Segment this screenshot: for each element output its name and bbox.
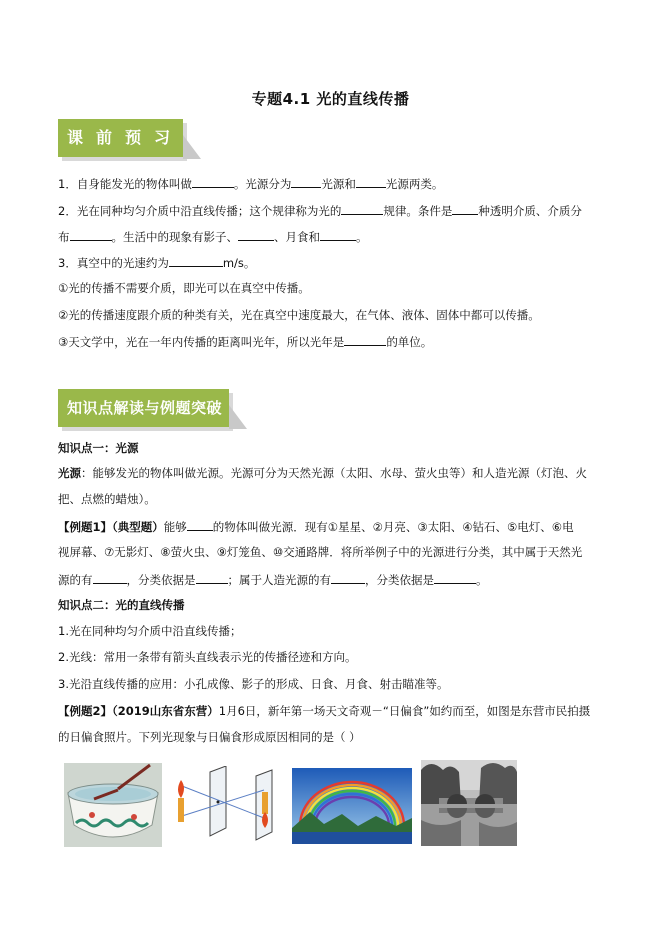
text: ，分类依据是: [126, 573, 196, 587]
blank: [341, 203, 383, 215]
text: 3．真空中的光速约为: [58, 256, 169, 270]
text: 。: [476, 573, 488, 587]
text: 1．自身能发光的物体叫做: [58, 177, 192, 191]
text: 能够: [163, 520, 187, 534]
example-1-line-2: 视屏幕、⑦无影灯、⑧萤火虫、⑨灯笼鱼、⑩交通路牌．将所举例子中的光源进行分类，其中属于天然光: [58, 545, 583, 559]
blank: [291, 176, 321, 188]
banner-fold: [183, 135, 201, 159]
text: ：能够发光的物体叫做光源。光源可分为天然光源（太阳、水母、萤火虫等）和人造光源（灯泡、火: [81, 466, 587, 480]
blank: [344, 334, 386, 346]
example-tag: 【例题2】（2019山东省东营）: [58, 704, 219, 718]
blank: [452, 203, 478, 215]
text: m/s。: [222, 256, 256, 270]
blank: [434, 572, 476, 584]
text: 1月6日，新年第一场天文奇观－“日偏食”如约而至，如图是东营市民拍摄: [218, 704, 591, 718]
text: 光源和: [321, 177, 356, 191]
text: 的物体叫做光源．现有①星星、②月亮、③太阳、④钻石、⑤电灯、⑥电: [212, 520, 574, 534]
blank: [70, 229, 112, 241]
text: 的单位。: [386, 335, 433, 349]
preview-line-7: [58, 334, 432, 349]
blank: [192, 176, 234, 188]
text: 2．光在同种均匀介质中沿直线传播；这个规律称为光的: [58, 204, 342, 218]
bridge-reflection-image: [421, 760, 517, 846]
example-1-line-1: [58, 519, 574, 534]
text: 。: [356, 230, 368, 244]
page-title: 专题4.1 光的直线传播: [251, 90, 410, 108]
preview-line-5: ①光的传播不需要介质，即光可以在真空中传播。: [58, 281, 310, 295]
knowledge-heading-1: 知识点一：光源: [58, 441, 139, 455]
text: ，分类依据是: [365, 573, 434, 587]
example-2-line-1: [58, 704, 590, 718]
section-banner-knowledge: 知识点解读与例题突破: [58, 389, 229, 427]
knowledge-heading-2: 知识点二：光的直线传播: [58, 598, 185, 612]
blank: [187, 519, 213, 531]
text: 种透明介质、介质分: [478, 204, 582, 218]
text: 规律。条件是: [383, 204, 453, 218]
blank: [93, 572, 127, 584]
blank: [196, 572, 228, 584]
text: ③天文学中，光在一年内传播的距离叫光年，所以光年是: [58, 335, 345, 349]
text: 光源两类。: [385, 177, 444, 191]
blank: [356, 176, 386, 188]
text: 。光源分为: [233, 177, 292, 191]
term-label: 光源: [58, 466, 81, 480]
preview-line-6: ②光的传播速度跟介质的种类有关，光在真空中速度最大，在气体、液体、固体中都可以传播。: [58, 308, 540, 322]
kp2-line-3: 3.光沿直线传播的应用：小孔成像、影子的形成、日食、月食、射击瞄准等。: [58, 677, 449, 691]
blank: [331, 572, 365, 584]
rainbow-image: [292, 768, 412, 844]
example-tag: 【例题1】（典型题）: [58, 520, 164, 534]
blank: [238, 229, 274, 241]
kp2-line-1: 1.光在同种均匀介质中沿直线传播；: [58, 624, 242, 638]
preview-line-1: [58, 176, 443, 191]
pinhole-imaging-diagram: [170, 766, 285, 844]
blank: [169, 255, 223, 267]
text: 。生活中的现象有影子、: [111, 230, 238, 244]
blank: [320, 229, 356, 241]
text: ；属于人造光源的有: [227, 573, 331, 587]
example-1-line-3: [58, 572, 488, 587]
preview-line-3: [58, 229, 368, 244]
preview-line-2: [58, 203, 582, 218]
example-2-line-2: 的日偏食照片。下列光现象与日偏食形成原因相同的是（ ）: [58, 730, 361, 744]
banner-fold: [229, 405, 247, 429]
text: 源的有: [58, 573, 93, 587]
text: 、月食和: [274, 230, 320, 244]
kp2-line-2: 2.光线：常用一条带有箭头直线表示光的传播径迹和方向。: [58, 650, 357, 664]
chopstick-in-water-image: [64, 763, 162, 847]
kp1-line-1: [58, 466, 587, 480]
section-banner-preview: 课前预习: [58, 119, 183, 157]
text: 布: [58, 230, 70, 244]
kp1-line-2: 把、点燃的蜡烛）。: [58, 492, 156, 506]
preview-line-4: [58, 255, 255, 270]
